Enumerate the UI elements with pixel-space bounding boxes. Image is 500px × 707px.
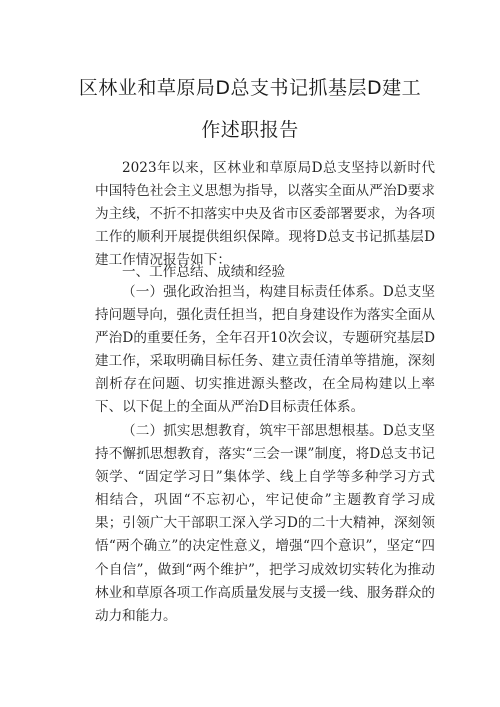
- intro-paragraph: 2023年以来，区林业和草原局D总支坚持以新时代中国特色社会主义思想为指导，以落实全面从严治D要求为主线，不折不扣落实中央及省市区委部署要求，为各项工作的顺利开展提供组织保障。现将D总支书记抓基层D建工作情况报告如下：: [95, 160, 435, 269]
- paragraph-political-responsibility: （一）强化政治担当，构建目标责任体系。D总支坚持问题导向，强化责任担当，把自身建设作为落实全面从严治D的重要任务，全年召开10次会议，专题研究基层D建工作，采取明确目标任务、建立责任清单等措施，深刻剖析存在问题、切实推进源头整改，在全局构建以上率下、以下促上的全面从严治D目标责任体系。: [95, 284, 435, 416]
- document-title-line-1: 区林业和草原局D总支书记抓基层D建工: [78, 77, 422, 99]
- paragraph-ideological-education: （二）抓实思想教育，筑牢干部思想根基。D总支坚持不懈抓思想教育，落实“三会一课”制度，将D总支书记领学、“固定学习日”集体学、线上自学等多种学习方式相结合，巩固“不忘初心，牢记使命”主题教育学习成果；引领广大干部职工深入学习D的二十大精神，深刻领悟“两个确立”的决定性意义，增强“四个意识”，坚定“四个自信”，做到“两个维护”，把学习成效切实转化为推动林业和草原各项工作高质量发展与支援一线、服务群众的动力和能力。: [95, 423, 435, 624]
- section-heading-1: 一、工作总结、成绩和经验: [122, 264, 286, 280]
- document-title-line-2: 作述职报告: [201, 119, 299, 141]
